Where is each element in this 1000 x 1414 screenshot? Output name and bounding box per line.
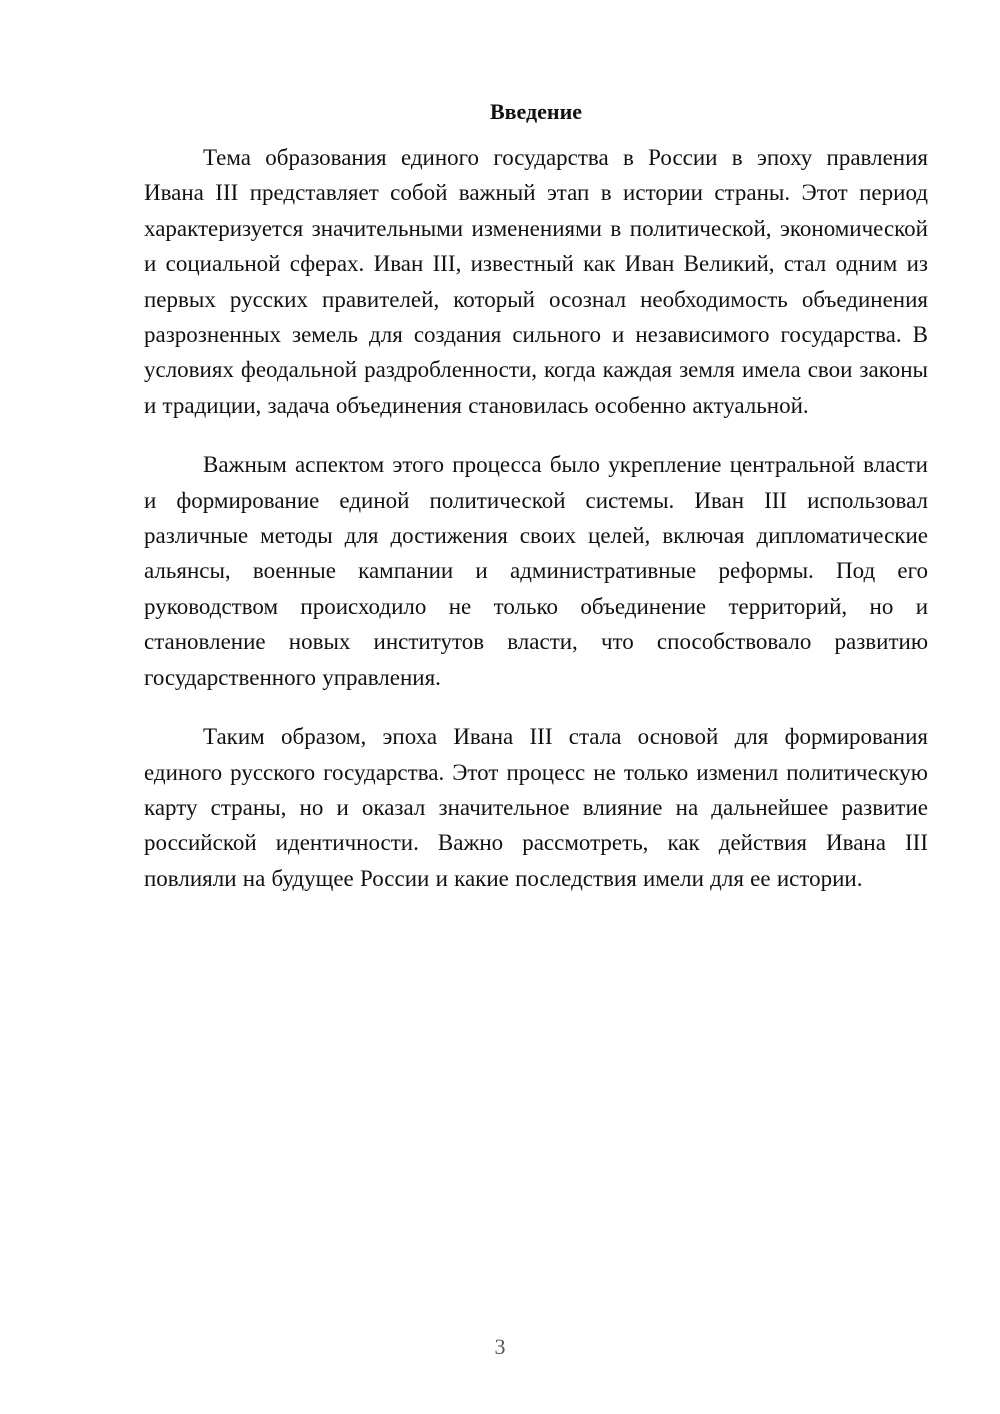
section-title: Введение	[489, 99, 583, 124]
page-number: 3	[494, 1334, 506, 1359]
paragraph-1: Тема образования единого государства в России в эпоху правления Ивана III представляет собой важный этап в истории страны. Этот период характеризуется значительными изменениями в политической, экономической и социальной сферах. Иван III, известный как Иван Великий, стал одним из первых русских правителей, который осознал необходимость объединения разрозненных земель для создания сильного и независимого государства. В условиях феодальной раздробленности, когда каждая земля имела свои законы и традиции, задача объединения становилась особенно актуальной.	[144, 145, 928, 418]
page-content	[144, 96, 928, 920]
paragraph-2: Важным аспектом этого процесса было укрепление центральной власти и формирование единой политической системы. Иван III использовал различные методы для достижения своих целей, включая дипломатические альянсы, военные кампании и административные реформы. Под его руководством происходило не только объединение территорий, но и становление новых институтов власти, что способствовало развитию государственного управления.	[144, 452, 928, 690]
paragraph-3: Таким образом, эпоха Ивана III стала основой для формирования единого русского государства. Этот процесс не только изменил политическую карту страны, но и оказал значительное влияние на дальнейшее развитие российской идентичности. Важно рассмотреть, как действия Ивана III повлияли на будущее России и какие последствия имели для ее истории.	[144, 724, 928, 891]
